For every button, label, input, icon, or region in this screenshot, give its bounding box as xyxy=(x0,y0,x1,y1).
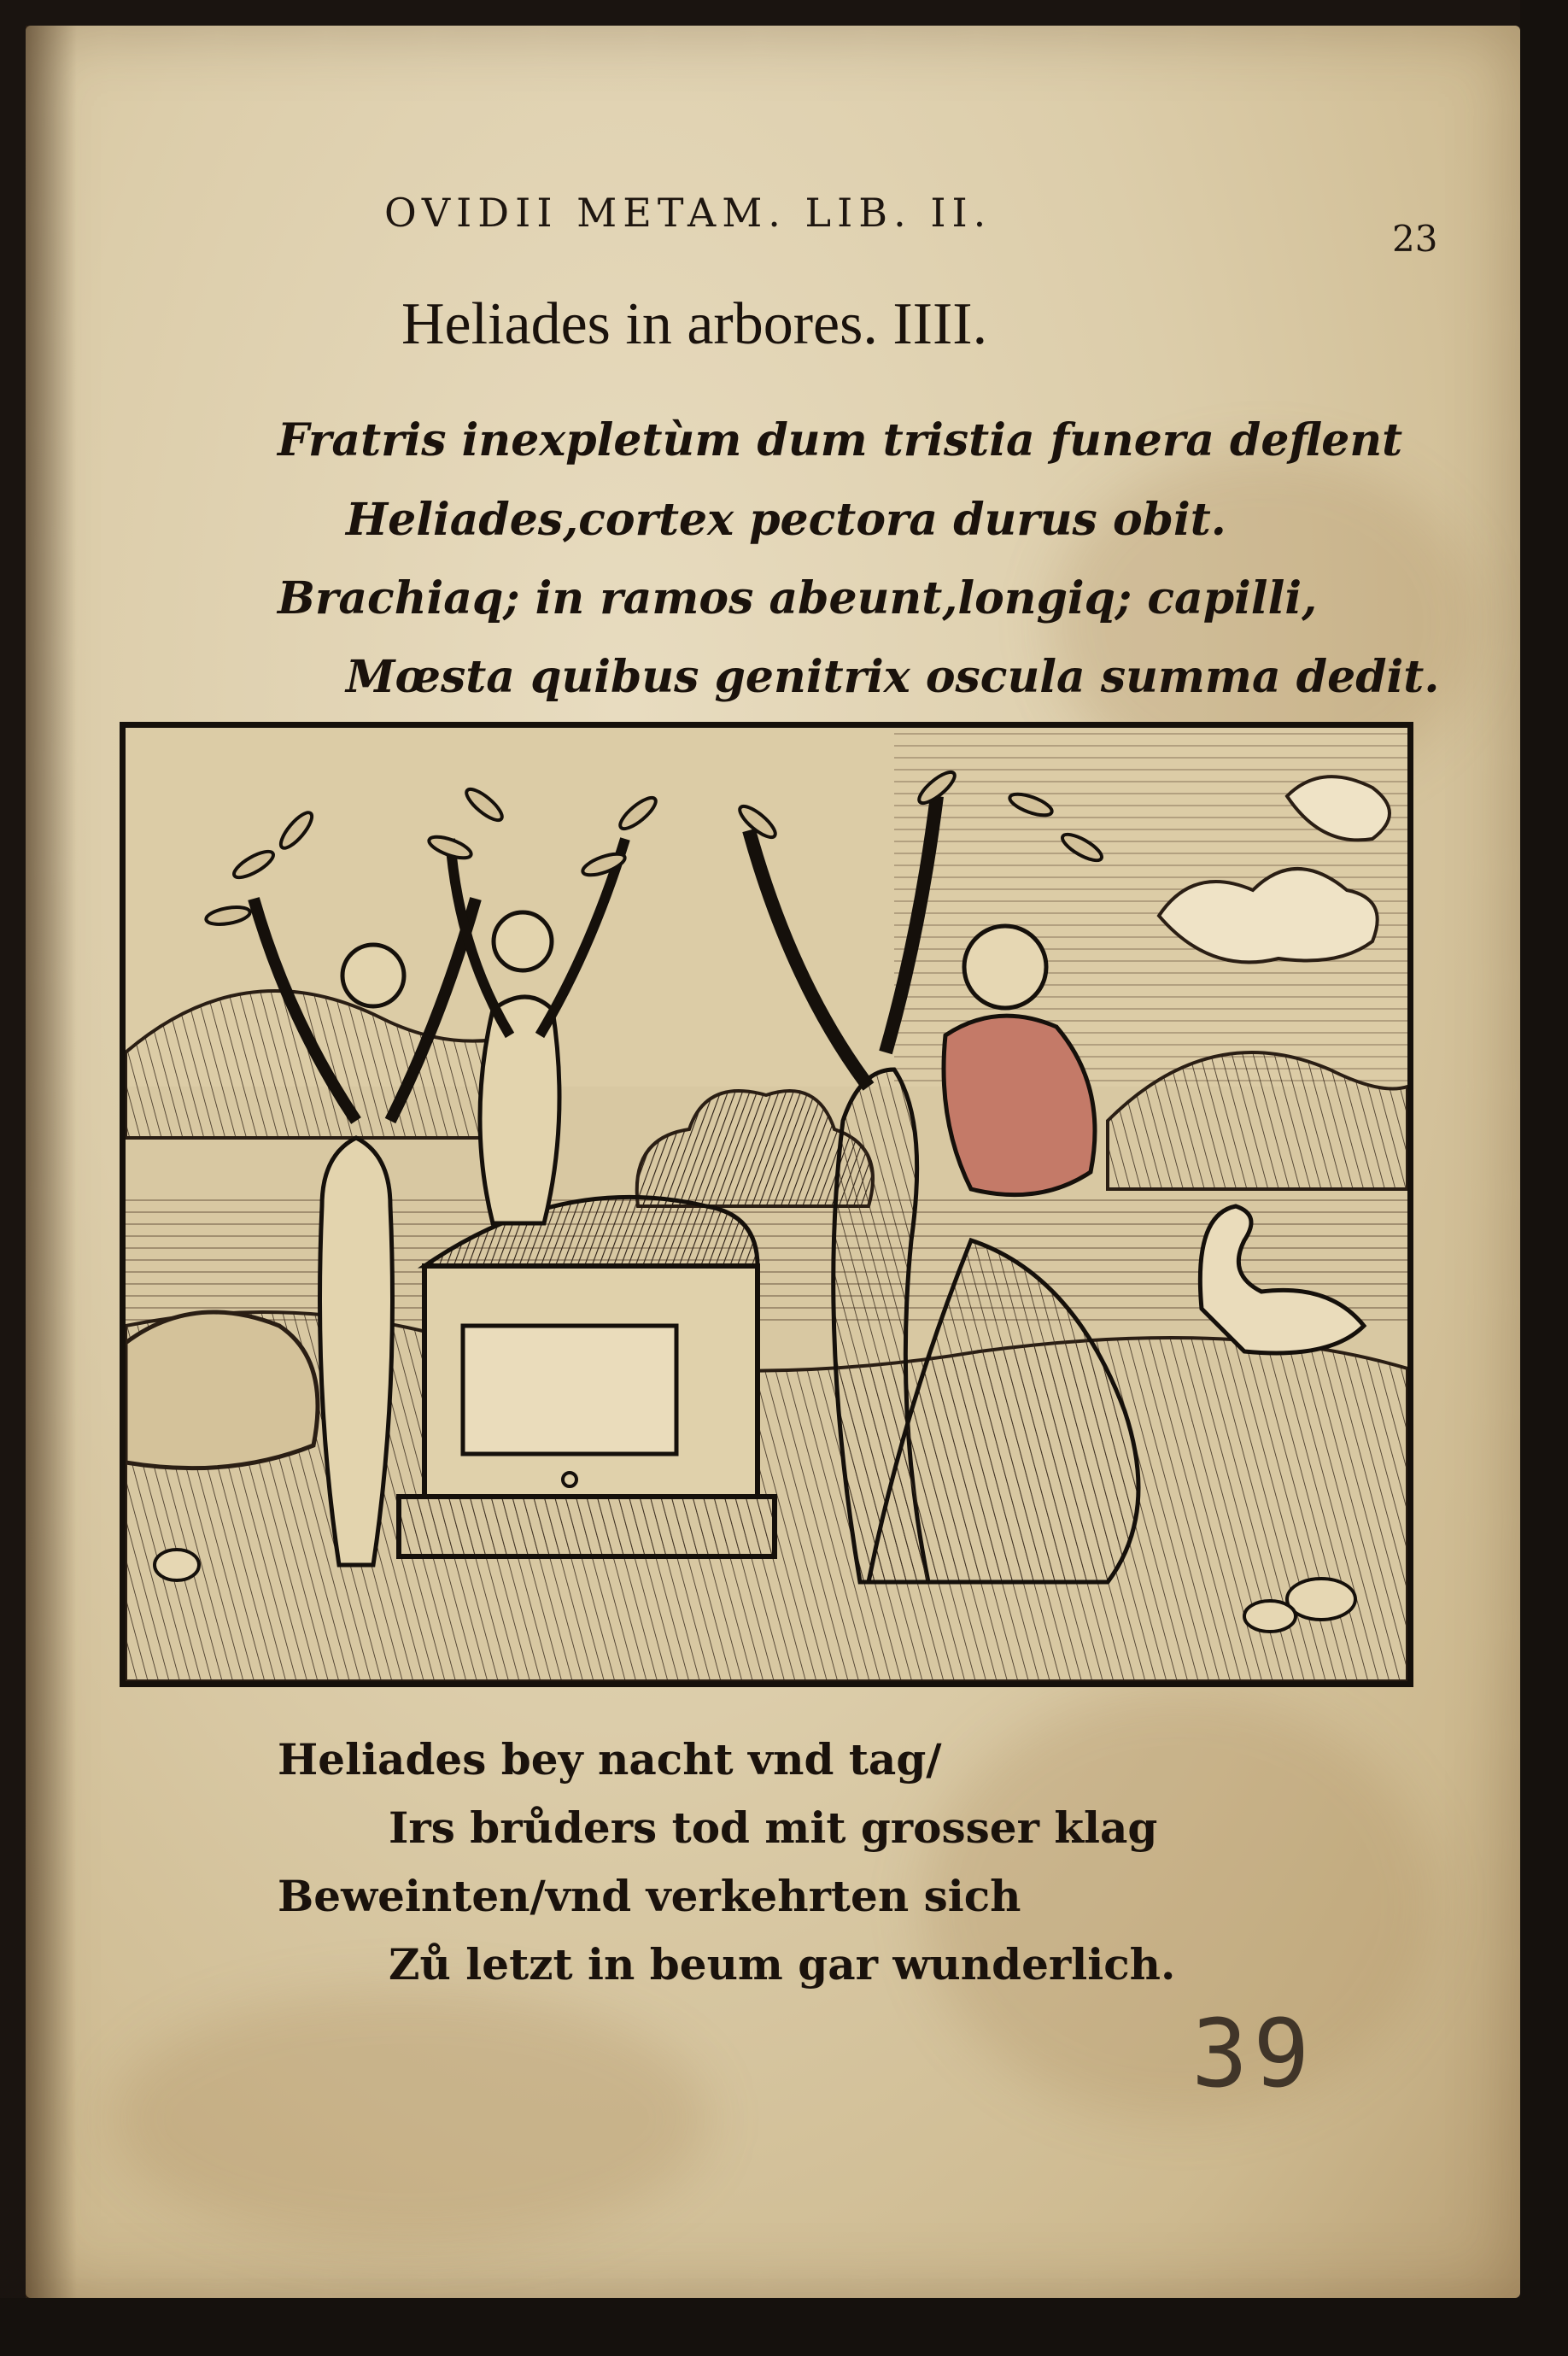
german-verse-3: Beweinten/vnd verkehrten sich xyxy=(278,1871,1021,1921)
german-verse-1: Heliades bey nacht vnd tag/ xyxy=(278,1734,942,1785)
latin-verse-1: Fratris inexpletùm dum tristia funera deflent xyxy=(278,414,1403,466)
section-title: Heliades in arbores. IIII. xyxy=(401,291,988,357)
page-gutter xyxy=(26,26,77,2298)
page-number: 23 xyxy=(1392,218,1438,260)
woodcut-drawing xyxy=(126,728,1407,1681)
latin-verse-2: Heliades,cortex pectora durus obit. xyxy=(346,494,1226,546)
woodcut-illustration xyxy=(120,722,1413,1687)
scan-border-bottom xyxy=(0,2298,1568,2356)
scan-border-right xyxy=(1520,0,1568,2356)
german-verse-4: Zů letzt in beum gar wunderlich. xyxy=(389,1939,1176,1990)
running-head: OVIDII METAM. LIB. II. xyxy=(384,190,992,236)
latin-verse-4: Mœsta quibus genitrix oscula summa dedit. xyxy=(346,651,1440,703)
latin-verse-3: Brachiaq; in ramos abeunt,longiq; capilli, xyxy=(278,572,1318,624)
german-verse-2: Irs brůders tod mit grosser klag xyxy=(389,1802,1158,1853)
library-stamp-number: 39 xyxy=(1191,1999,1315,2108)
